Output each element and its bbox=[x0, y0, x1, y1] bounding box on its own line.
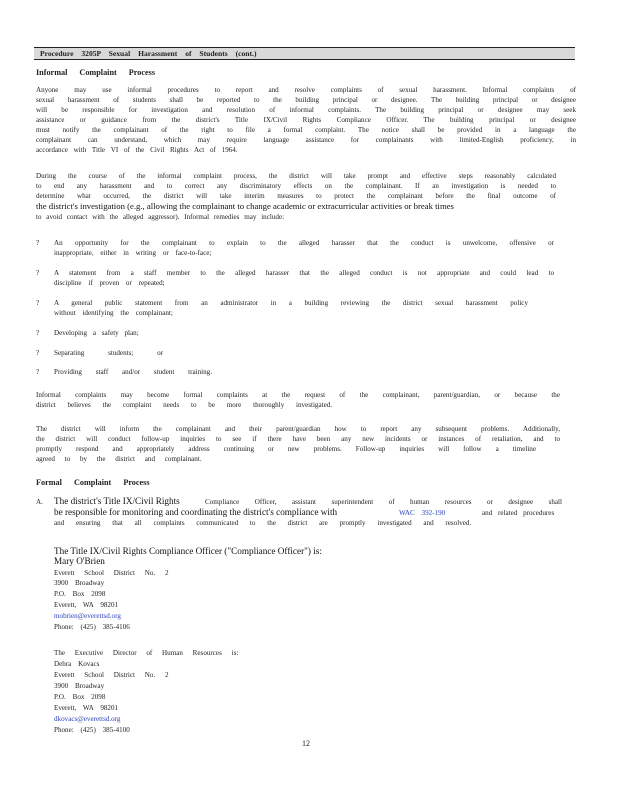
director-phone: Phone: (425) 385-4100 bbox=[54, 726, 130, 734]
bullet-mark: ? bbox=[36, 269, 40, 277]
officer-address-line: Everett School District No. 2 bbox=[54, 569, 169, 577]
director-email-link[interactable]: dkovacs@everettsd.org bbox=[54, 715, 121, 723]
remedy-item: A general public statement from an administrator in a building reviewing the district sexual harassment policy bbox=[54, 299, 528, 307]
procedure-header-bar bbox=[34, 47, 575, 60]
remedy-item: without identifying the complainant; bbox=[54, 309, 173, 317]
formal-a-line2-rest: and related procedures bbox=[482, 509, 555, 517]
director-title: The Executive Director of Human Resources is: bbox=[54, 649, 239, 657]
informal-heading: Informal Complaint Process bbox=[36, 68, 156, 77]
formal-a-line1-rest: Compliance Officer, assistant superintendent of human resources or designee shall bbox=[205, 498, 562, 506]
informal-p1-line: must notify the complainant of the right to file a formal complaint. The notice shall be provided in a language the bbox=[36, 126, 576, 134]
formal-a-line3: and ensuring that all complaints communicated to the district are promptly investigated and resolved. bbox=[54, 519, 472, 527]
officer-address-line: Everett, WA 98201 bbox=[54, 601, 119, 609]
informal-p2-line: determine what occurred, the district will take interim measures to protect the complainant before the final outcome of bbox=[36, 192, 556, 200]
officer-name: Mary O'Brien bbox=[54, 556, 105, 566]
bullet-mark: ? bbox=[36, 239, 40, 247]
director-address-line: 3900 Broadway bbox=[54, 682, 105, 690]
informal-p1-line: complainant can understand, which may require language assistance for complainants with limited-English proficiency, in bbox=[36, 136, 576, 144]
director-address-line: Everett School District No. 2 bbox=[54, 671, 169, 679]
director-name: Debra Kovacs bbox=[54, 660, 100, 668]
officer-title: The Title IX/Civil Rights Compliance Officer ("Compliance Officer") is: bbox=[54, 546, 322, 556]
informal-p2-line: the district's investigation (e.g., allowing the complainant to change academic or extracurricular activities or break times bbox=[36, 201, 454, 211]
formal-heading: Formal Complaint Process bbox=[36, 478, 150, 487]
informal-p1-line: will be responsible for investigation and resolution of informal complaints. The building principal or designee may seek bbox=[36, 106, 576, 114]
remedy-item: Developing a safety plan; bbox=[54, 329, 139, 337]
informal-p4-line: agreed to by the district and complainant. bbox=[36, 455, 202, 463]
informal-p2-line: to avoid contact with the alleged aggressor). Informal remedies may include: bbox=[36, 213, 285, 221]
remedy-item: A statement from a staff member to the alleged harasser that the alleged conduct is not appropriate and could lead to bbox=[54, 269, 554, 277]
remedy-item: An opportunity for the complainant to explain to the alleged harasser that the conduct is unwelcome, offensive or bbox=[54, 239, 554, 247]
informal-p3-line: district believes the complaint needs to be more thoroughly investigated. bbox=[36, 401, 333, 409]
bullet-mark: ? bbox=[36, 329, 40, 337]
informal-p1-line: Anyone may use informal procedures to report and resolve complaints of sexual harassment. Informal complaints of bbox=[36, 86, 576, 94]
informal-p1-line: accordance with Title VI of the Civil Rights Act of 1964. bbox=[36, 146, 238, 154]
informal-p4-line: The district will inform the complainant and their parent/guardian how to report any subsequent problems. Additionally, bbox=[36, 425, 560, 433]
remedy-item: Separating students; or bbox=[54, 349, 164, 357]
formal-a-line1-big: The district's Title IX/Civil Rights bbox=[54, 496, 180, 506]
bullet-mark: ? bbox=[36, 349, 40, 357]
informal-p4-line: the district will conduct follow-up inquiries to see if there have been any new incidents or instances of retaliation, and to bbox=[36, 435, 560, 443]
informal-p2-line: to end any harassment and to correct any discriminatory effects on the complainant. If an investigation is needed to bbox=[36, 182, 556, 190]
formal-item-letter: A. bbox=[36, 498, 43, 506]
informal-p4-line: promptly respond and appropriately address continuing or new problems. Follow-up inquiries will follow a timeline bbox=[36, 445, 536, 453]
remedy-item: Providing staff and/or student training. bbox=[54, 368, 213, 376]
wac-reference[interactable]: WAC 392-190 bbox=[399, 509, 446, 517]
page-number: 12 bbox=[302, 739, 310, 748]
remedy-item: inappropriate, either in writing or face-to-face; bbox=[54, 249, 212, 257]
officer-email-link[interactable]: mobrien@everettsd.org bbox=[54, 612, 121, 620]
officer-phone: Phone: (425) 385-4106 bbox=[54, 623, 130, 631]
officer-address-line: 3900 Broadway bbox=[54, 579, 105, 587]
officer-address-line: P.O. Box 2098 bbox=[54, 590, 106, 598]
procedure-title: Procedure 3205P Sexual Harassment of Students (cont.) bbox=[40, 49, 257, 58]
formal-a-line2-big: be responsible for monitoring and coordinating the district's compliance with bbox=[54, 507, 338, 517]
director-address-line: P.O. Box 2098 bbox=[54, 693, 106, 701]
bullet-mark: ? bbox=[36, 299, 40, 307]
bullet-mark: ? bbox=[36, 368, 40, 376]
informal-p2-line: During the course of the informal complaint process, the district will take prompt and effective steps reasonably calculated bbox=[36, 172, 556, 180]
informal-p3-line: Informal complaints may become formal complaints at the request of the complainant, parent/guardian, or because the bbox=[36, 391, 560, 399]
informal-p1-line: assistance or guidance from the district's Title IX/Civil Rights Compliance Officer. The building principal or designee bbox=[36, 116, 576, 124]
informal-p1-line: sexual harassment of students shall be reported to the building principal or designee. The building principal or designee bbox=[36, 96, 576, 104]
director-address-line: Everett, WA 98201 bbox=[54, 704, 119, 712]
remedy-item: discipline if proven or repeated; bbox=[54, 279, 165, 287]
